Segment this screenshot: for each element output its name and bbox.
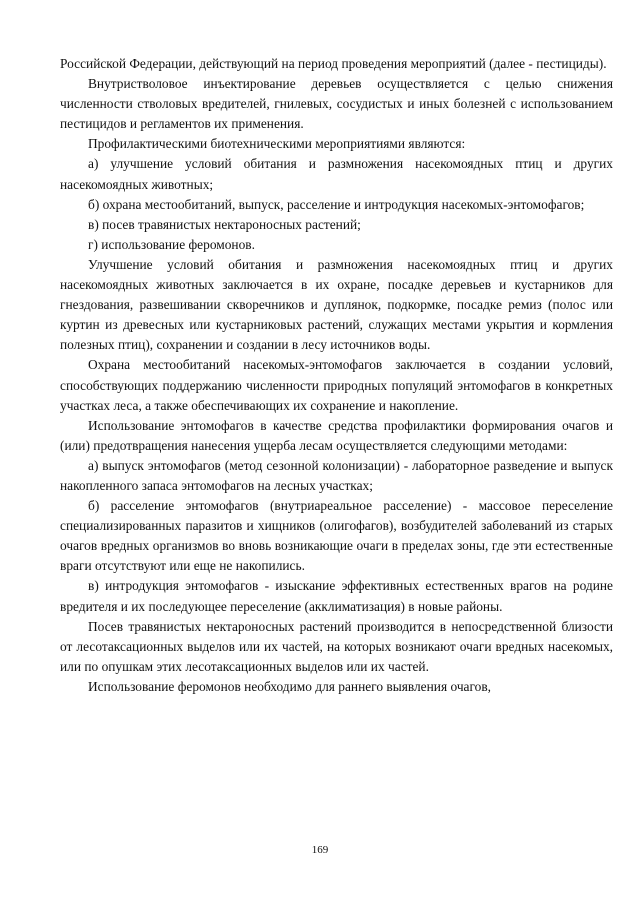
paragraph: Охрана местообитаний насекомых-энтомофагов заключается в создании условий, способствующих поддержанию численности природных популяций энтомофагов в конкретных участках леса, а также обеспечивающих их сохранение и накопление.: [60, 357, 613, 413]
paragraph: Российской Федерации, действующий на период проведения мероприятий (далее - пестициды).: [60, 56, 607, 71]
list-item: г) использование феромонов.: [88, 236, 255, 252]
list-item: б) расселение энтомофагов (внутриареальное расселение) - массовое переселение специализированных паразитов и хищников (олигофагов), возбудителей заболеваний из старых очагов вредных организмов во вновь возникающие очаги в пределах зоны, где эти естественные враги отсутствуют или еще не накопились.: [60, 498, 613, 574]
list-item: в) посев травянистых нектароносных растений;: [88, 216, 361, 232]
list-item: а) улучшение условий обитания и размножения насекомоядных птиц и других насекомоядных животных;: [60, 156, 613, 192]
paragraph: Посев травянистых нектароносных растений производится в непосредственной близости от лесотаксационных выделов или их частей, на которых возникают очаги вредных насекомых, или по опушкам этих лесотаксационных выделов или их частей.: [60, 618, 613, 674]
paragraph: Улучшение условий обитания и размножения насекомоядных птиц и других насекомоядных животных заключается в их охране, посадке деревьев и кустарников для гнездования, развешивании скворечников и дуплянок, подкормке, посадке ремиз (полос или куртин из древесных или кустарниковых растений, служащих местами укрытия и кормления полезных птиц), сохранении и создании в лесу источников воды.: [60, 256, 613, 353]
list-item: а) выпуск энтомофагов (метод сезонной колонизации) - лабораторное разведение и выпуск накопленного запаса энтомофагов на лесных участках;: [60, 457, 613, 493]
list-item: б) охрана местообитаний, выпуск, расселение и интродукция насекомых-энтомофагов;: [88, 196, 585, 212]
paragraph: Профилактическими биотехническими мероприятиями являются:: [88, 136, 466, 152]
page-number: 169: [311, 844, 329, 856]
list-item: в) интродукция энтомофагов - изыскание эффективных естественных врагов на родине вредителя и их последующее переселение (акклиматизация) в новые районы.: [60, 578, 613, 614]
paragraph: Использование энтомофагов в качестве средства профилактики формирования очагов и (или) предотвращения нанесения ущерба лесам осуществляется следующими методами:: [60, 417, 613, 453]
paragraph: Использование феромонов необходимо для раннего выявления очагов,: [88, 678, 492, 694]
paragraph: Внутристволовое инъектирование деревьев осуществляется с целью снижения численности стволовых вредителей, гнилевых, сосудистых и иных болезней с использованием пестицидов и регламентов их применения.: [60, 76, 613, 132]
document-body: [60, 54, 613, 697]
